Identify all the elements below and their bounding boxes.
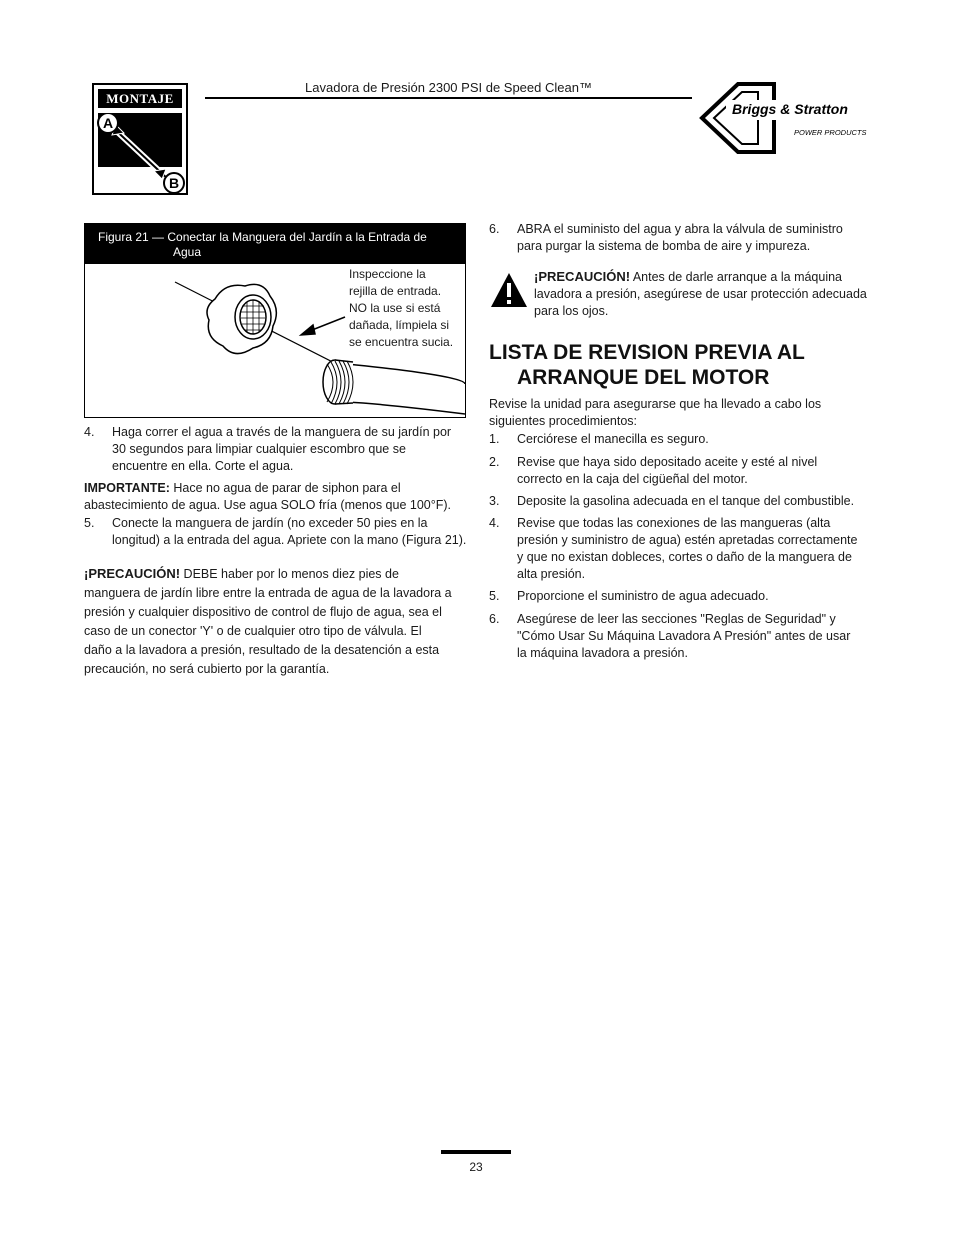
checklist-item [489,588,879,606]
note-line: NO la use si está [349,301,441,315]
figure-callout-note [349,266,464,351]
caution-text: DEBE haber por lo menos diez pies de [180,567,399,581]
caution-label: ¡PRECAUCIÓN! [534,269,631,284]
caution-text: para los ojos. [534,304,609,318]
step-line: correcto en la caja del cigüeñal del motor. [517,472,748,486]
step-line: Cerciórese el manecilla es seguro. [517,432,709,446]
intro-line: Revise la unidad para asegurarse que ha llevado a cabo los [489,397,822,411]
step-line: Revise que todas las conexiones de las mangueras (alta [517,516,831,530]
callout-arrow [301,317,345,335]
page-number: 23 [469,1160,483,1174]
badge-label-a: A [102,115,114,131]
warning-icon [489,271,529,309]
section-heading [489,340,889,390]
brand-logo [698,82,870,154]
step-number: 4. [489,516,500,530]
caution-note-left [84,564,474,679]
step-line: Revise que haya sido depositado aceite y esté al nivel [517,455,818,469]
checklist-intro [489,396,879,430]
step-line: longitud) a la entrada del agua. Apriete con la mano (Figura 21). [112,533,467,547]
step-number: 6. [489,222,500,236]
important-note [84,480,474,514]
step-number: 2. [489,455,500,469]
caution-text: presión y cualquier dispositivo de control de flujo de agua, sea el [84,605,442,619]
caution-note-right [534,268,879,320]
step-line: la máquina lavadora a presión. [517,646,688,660]
step-number: 1. [489,432,500,446]
figure-caption-line2: Agua [173,245,202,259]
step-number: 3. [489,494,500,508]
step-4 [84,424,474,476]
step-5 [84,515,474,551]
important-label: IMPORTANTE: [84,481,170,495]
brand-name: Briggs & Stratton [732,101,848,117]
step-number: 5. [84,516,95,530]
step-line: 30 segundos para limpiar cualquier escombro que se [112,442,406,456]
heading-line2: ARRANQUE DEL MOTOR [517,366,770,389]
intro-line: siguientes procedimientos: [489,414,637,428]
caution-text: manguera de jardín libre entre la entrada de agua de la lavadora a [84,586,452,600]
step-line: presión y suministro de agua) estén apretadas correctamente [517,533,858,547]
step-line: Conecte la manguera de jardín (no exceder 50 pies en la [112,516,428,530]
step-line: Deposite la gasolina adecuada en el tanque del combustible. [517,494,855,508]
caution-text: lavadora a presión, asegúrese de usar protección adecuada [534,287,867,301]
caution-text: caso de un conector 'Y' o de cualquier otro tipo de válvula. El [84,624,422,638]
note-line: dañada, límpiela si [349,318,450,332]
header-rule [205,97,692,99]
figure-caption [85,224,465,264]
note-line: se encuentra sucia. [349,335,454,349]
section-badge [92,83,188,195]
step-line: ABRA el suministo del agua y abra la válvula de suministro [517,222,843,236]
step-line: Proporcione el suministro de agua adecuado. [517,589,769,603]
heading-line1: LISTA DE REVISION PREVIA AL [489,341,805,364]
caution-text: precaución, no será cubierto por la garantía. [84,662,330,676]
note-line: Inspeccione la [349,267,426,281]
checklist-item [489,454,879,490]
step-number: 6. [489,612,500,626]
checklist-item [489,515,879,585]
step-line: y que no existan dobleces, cortes o daño de la manguera de [517,550,852,564]
caution-label: ¡PRECAUCIÓN! [84,566,181,581]
caution-text: daño a la lavadora a presión, resultado de la desatención a esta [84,643,440,657]
step-number: 4. [84,425,95,439]
caution-text: Antes de darle arranque a la máquina [630,270,843,284]
badge-label-b: B [168,175,180,191]
checklist-item [489,493,879,511]
important-text: Hace no agua de parar de siphon para el [169,481,401,495]
step-6 [489,221,879,257]
checklist-item [489,611,879,663]
brand-tagline: POWER PRODUCTS [794,128,867,137]
step-line: Haga correr el agua a través de la manguera de su jardín por [112,425,452,439]
badge-title: MONTAJE [98,89,182,108]
figure-caption-line1: Figura 21 — Conectar la Manguera del Jardín a la Entrada de [98,230,427,244]
footer-bar [441,1150,511,1154]
step-line: para purgar la sistema de bomba de aire y impureza. [517,239,811,253]
figure-21 [84,223,466,418]
important-text: abastecimiento de agua. Use agua SOLO fría (menos que 100°F). [84,498,452,512]
step-text [112,424,474,475]
hose-coupling-nut [207,284,276,353]
checklist-item [489,431,879,449]
step-text [517,221,879,255]
step-number: 5. [489,589,500,603]
step-text [112,515,474,549]
step-line: "Cómo Usar Su Máquina Lavadora A Presión" antes de usar [517,629,851,643]
assembly-diagram-icon [94,113,186,193]
step-line: alta presión. [517,567,586,581]
step-line: encuentre en ella. Corte el agua. [112,459,294,473]
document-title: Lavadora de Presión 2300 PSI de Speed Clean™ [305,80,592,95]
step-line: Asegúrese de leer las secciones "Reglas de Seguridad" y [517,612,836,626]
garden-hose-end [320,359,465,417]
note-line: rejilla de entrada. [349,284,442,298]
